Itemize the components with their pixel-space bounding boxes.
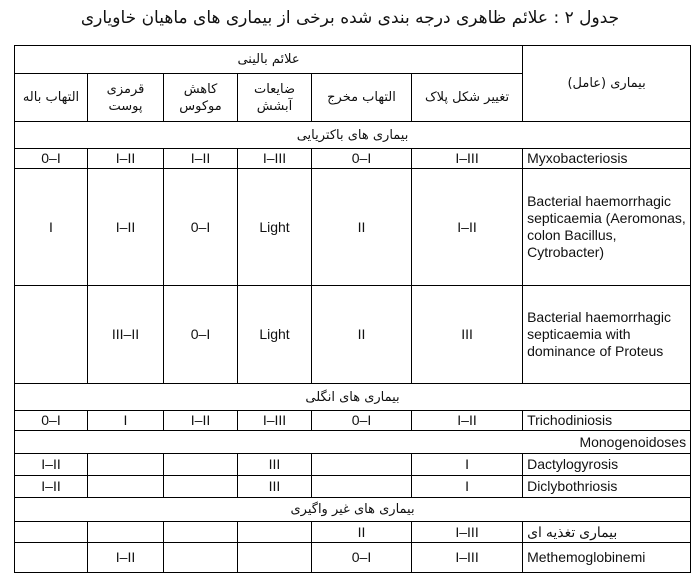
- cell-disease-name: Bacterial haemorrhagic septicaemia (Aeromonas, colon Bacillus, Cytrobacter): [523, 169, 691, 286]
- cell-fin-inflammation: I–II: [15, 454, 88, 476]
- cell-disease-name: Bacterial haemorrhagic septicaemia with dominance of Proteus: [523, 286, 691, 384]
- section-row-monogenoidoses: [15, 431, 691, 454]
- table-row: [15, 286, 691, 384]
- cell-mucus-reduction: [164, 522, 238, 543]
- cell-anal-inflammation: 0–I: [312, 411, 412, 431]
- disease-agent-header: بیماری (عامل): [523, 46, 691, 122]
- cell-anal-inflammation: II: [312, 169, 412, 286]
- cell-fin-inflammation: [15, 286, 88, 384]
- cell-disease-name: بیماری تغذیه ای: [523, 522, 691, 543]
- cell-disease-name: Diclybothriosis: [523, 476, 691, 498]
- cell-plaque-deformation: I–II: [412, 411, 523, 431]
- clinical-signs-header: علائم بالینی: [15, 46, 523, 74]
- cell-disease-name: Dactylogyrosis: [523, 454, 691, 476]
- cell-gill-lesions: III: [238, 454, 312, 476]
- table-row: [15, 169, 691, 286]
- col-header-plaque-deformation: تغییر شکل پلاک: [412, 74, 523, 122]
- cell-mucus-reduction: I–II: [164, 411, 238, 431]
- section-row-noncontagious: [15, 498, 691, 522]
- section-title-bacterial: بیماری های باکتریایی: [15, 122, 691, 149]
- cell-gill-lesions: [238, 543, 312, 573]
- section-title-monogenoidoses: Monogenoidoses: [15, 431, 691, 454]
- col-header-gill-lesions: ضایعات آبشش: [238, 74, 312, 122]
- cell-skin-redness: [88, 454, 164, 476]
- cell-anal-inflammation: [312, 454, 412, 476]
- cell-fin-inflammation: [15, 543, 88, 573]
- table-row: [15, 411, 691, 431]
- col-header-mucus-reduction: کاهش موکوس: [164, 74, 238, 122]
- cell-disease-name: Methemoglobinemi: [523, 543, 691, 573]
- section-title-noncontagious: بیماری های غیر واگیری: [15, 498, 691, 522]
- cell-mucus-reduction: [164, 543, 238, 573]
- cell-anal-inflammation: [312, 476, 412, 498]
- cell-mucus-reduction: 0–I: [164, 169, 238, 286]
- cell-mucus-reduction: [164, 476, 238, 498]
- cell-skin-redness: I–II: [88, 149, 164, 169]
- cell-skin-redness: [88, 476, 164, 498]
- cell-gill-lesions: Light: [238, 286, 312, 384]
- section-row-parasitic: [15, 384, 691, 411]
- cell-gill-lesions: [238, 522, 312, 543]
- cell-disease-name: Myxobacteriosis: [523, 149, 691, 169]
- disease-signs-table: [14, 45, 691, 573]
- cell-gill-lesions: I–III: [238, 411, 312, 431]
- cell-fin-inflammation: [15, 522, 88, 543]
- cell-fin-inflammation: 0–I: [15, 149, 88, 169]
- cell-plaque-deformation: I: [412, 454, 523, 476]
- col-header-skin-redness: قرمزی پوست: [88, 74, 164, 122]
- cell-skin-redness: III–II: [88, 286, 164, 384]
- col-header-anal-inflammation: التهاب مخرج: [312, 74, 412, 122]
- cell-mucus-reduction: 0–I: [164, 286, 238, 384]
- table-row: [15, 454, 691, 476]
- cell-disease-name: Trichodiniosis: [523, 411, 691, 431]
- table-row: [15, 543, 691, 573]
- cell-mucus-reduction: [164, 454, 238, 476]
- cell-plaque-deformation: I–II: [412, 169, 523, 286]
- table-caption: جدول ۲ : علائم ظاهری درجه بندی شده برخی از بیماری های ماهیان خاویاری: [80, 8, 620, 28]
- cell-mucus-reduction: I–II: [164, 149, 238, 169]
- cell-fin-inflammation: 0–I: [15, 411, 88, 431]
- cell-plaque-deformation: I–III: [412, 149, 523, 169]
- cell-anal-inflammation: 0–I: [312, 149, 412, 169]
- table-row: [15, 476, 691, 498]
- section-row-bacterial: [15, 122, 691, 149]
- cell-skin-redness: [88, 522, 164, 543]
- cell-skin-redness: I: [88, 411, 164, 431]
- cell-fin-inflammation: I: [15, 169, 88, 286]
- section-title-parasitic: بیماری های انگلی: [15, 384, 691, 411]
- cell-anal-inflammation: II: [312, 286, 412, 384]
- cell-skin-redness: I–II: [88, 169, 164, 286]
- table-row: [15, 149, 691, 169]
- header-row-top: [15, 46, 691, 74]
- cell-plaque-deformation: III: [412, 286, 523, 384]
- col-header-fin-inflammation: التهاب باله: [15, 74, 88, 122]
- cell-fin-inflammation: I–II: [15, 476, 88, 498]
- table-row: [15, 522, 691, 543]
- cell-gill-lesions: I–III: [238, 149, 312, 169]
- cell-plaque-deformation: I–III: [412, 522, 523, 543]
- cell-gill-lesions: Light: [238, 169, 312, 286]
- cell-gill-lesions: III: [238, 476, 312, 498]
- cell-skin-redness: I–II: [88, 543, 164, 573]
- cell-anal-inflammation: 0–I: [312, 543, 412, 573]
- cell-plaque-deformation: I: [412, 476, 523, 498]
- cell-anal-inflammation: II: [312, 522, 412, 543]
- cell-plaque-deformation: I–III: [412, 543, 523, 573]
